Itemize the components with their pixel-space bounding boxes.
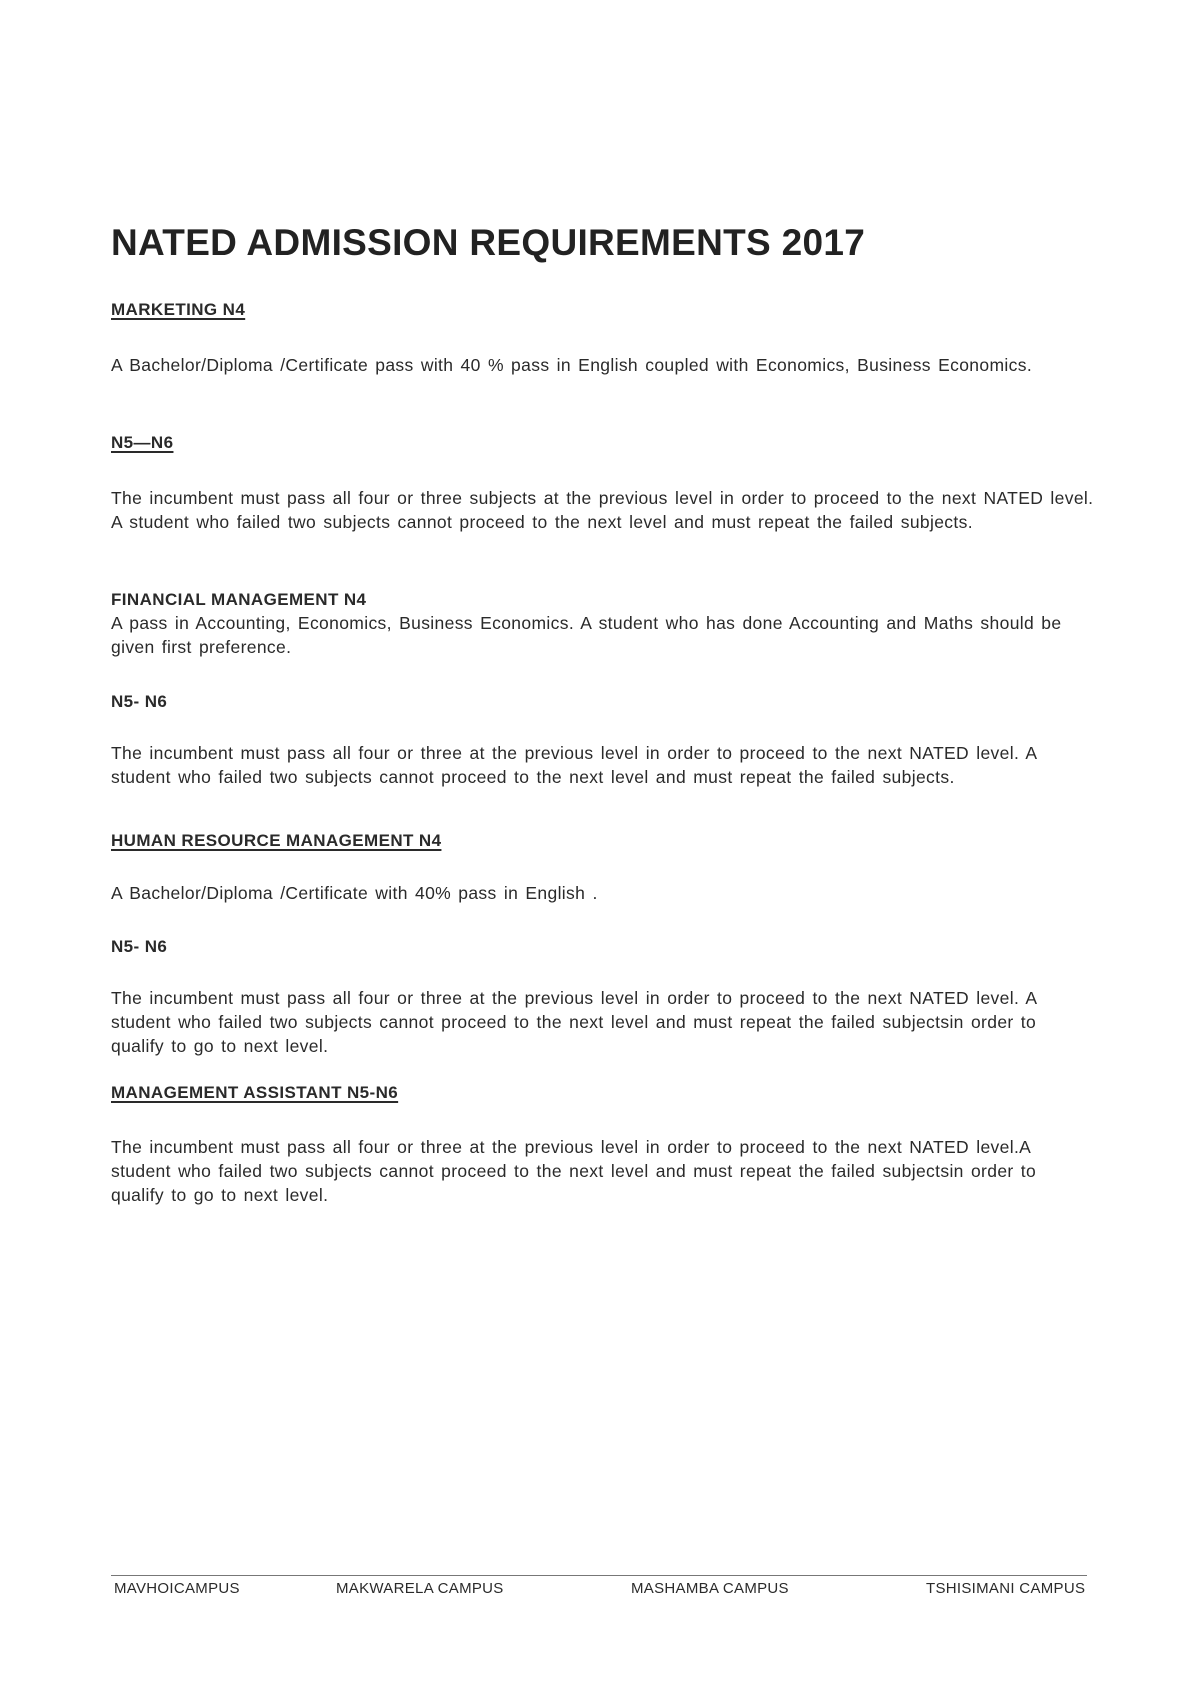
section-text-marketing-n4: A Bachelor/Diploma /Certificate pass with 40 % pass in English coupled with Economics, Business Economics.: [111, 355, 1033, 375]
section-heading-marketing-n4: MARKETING N4: [111, 300, 246, 319]
section-heading-human-resource-management-n4: HUMAN RESOURCE MANAGEMENT N4: [111, 831, 442, 850]
footer-divider: [111, 1575, 1087, 1576]
section-heading-hr-n5-n6: N5- N6: [111, 937, 168, 956]
footer-campus-tshisimani: TSHISIMANI CAMPUS: [926, 1580, 1086, 1597]
section-text-management-assistant-n5-n6: The incumbent must pass all four or three at the previous level in order to proceed to the next NATED level.A student who failed two subjects cannot proceed to the next level and must repeat the failed subjectsin order to qualify to go to next level.: [111, 1137, 1037, 1205]
section-text-financial-n5-n6: The incumbent must pass all four or three at the previous level in order to proceed to the next NATED level. A student who failed two subjects cannot proceed to the next level and must repeat the failed subjects.: [111, 743, 1037, 787]
footer-campus-mashamba: MASHAMBA CAMPUS: [631, 1580, 789, 1597]
section-text-marketing-n5-n6: The incumbent must pass all four or three subjects at the previous level in order to proceed to the next NATED level. A student who failed two subjects cannot proceed to the next level and must repeat the failed subjects.: [111, 488, 1094, 532]
section-heading-financial-n5-n6: N5- N6: [111, 692, 168, 711]
section-text-human-resource-management-n4: A Bachelor/Diploma /Certificate with 40% pass in English .: [111, 883, 598, 903]
section-text-hr-n5-n6: The incumbent must pass all four or three at the previous level in order to proceed to the next NATED level. A student who failed two subjects cannot proceed to the next level and must repeat the failed subjectsin order to qualify to go to next level.: [111, 988, 1037, 1056]
page-title: NATED ADMISSION REQUIREMENTS 2017: [111, 222, 866, 263]
footer-campus-makwarela: MAKWARELA CAMPUS: [336, 1580, 504, 1597]
section-heading-marketing-n5-n6: N5—N6: [111, 433, 174, 452]
section-text-financial-management-n4: A pass in Accounting, Economics, Business Economics. A student who has done Accounting and Maths should be given first preference.: [111, 613, 1062, 657]
section-heading-management-assistant-n5-n6: MANAGEMENT ASSISTANT N5-N6: [111, 1083, 399, 1102]
footer-campus-mavhoi: MAVHOICAMPUS: [114, 1580, 240, 1597]
section-heading-financial-management-n4: FINANCIAL MANAGEMENT N4: [111, 590, 367, 609]
